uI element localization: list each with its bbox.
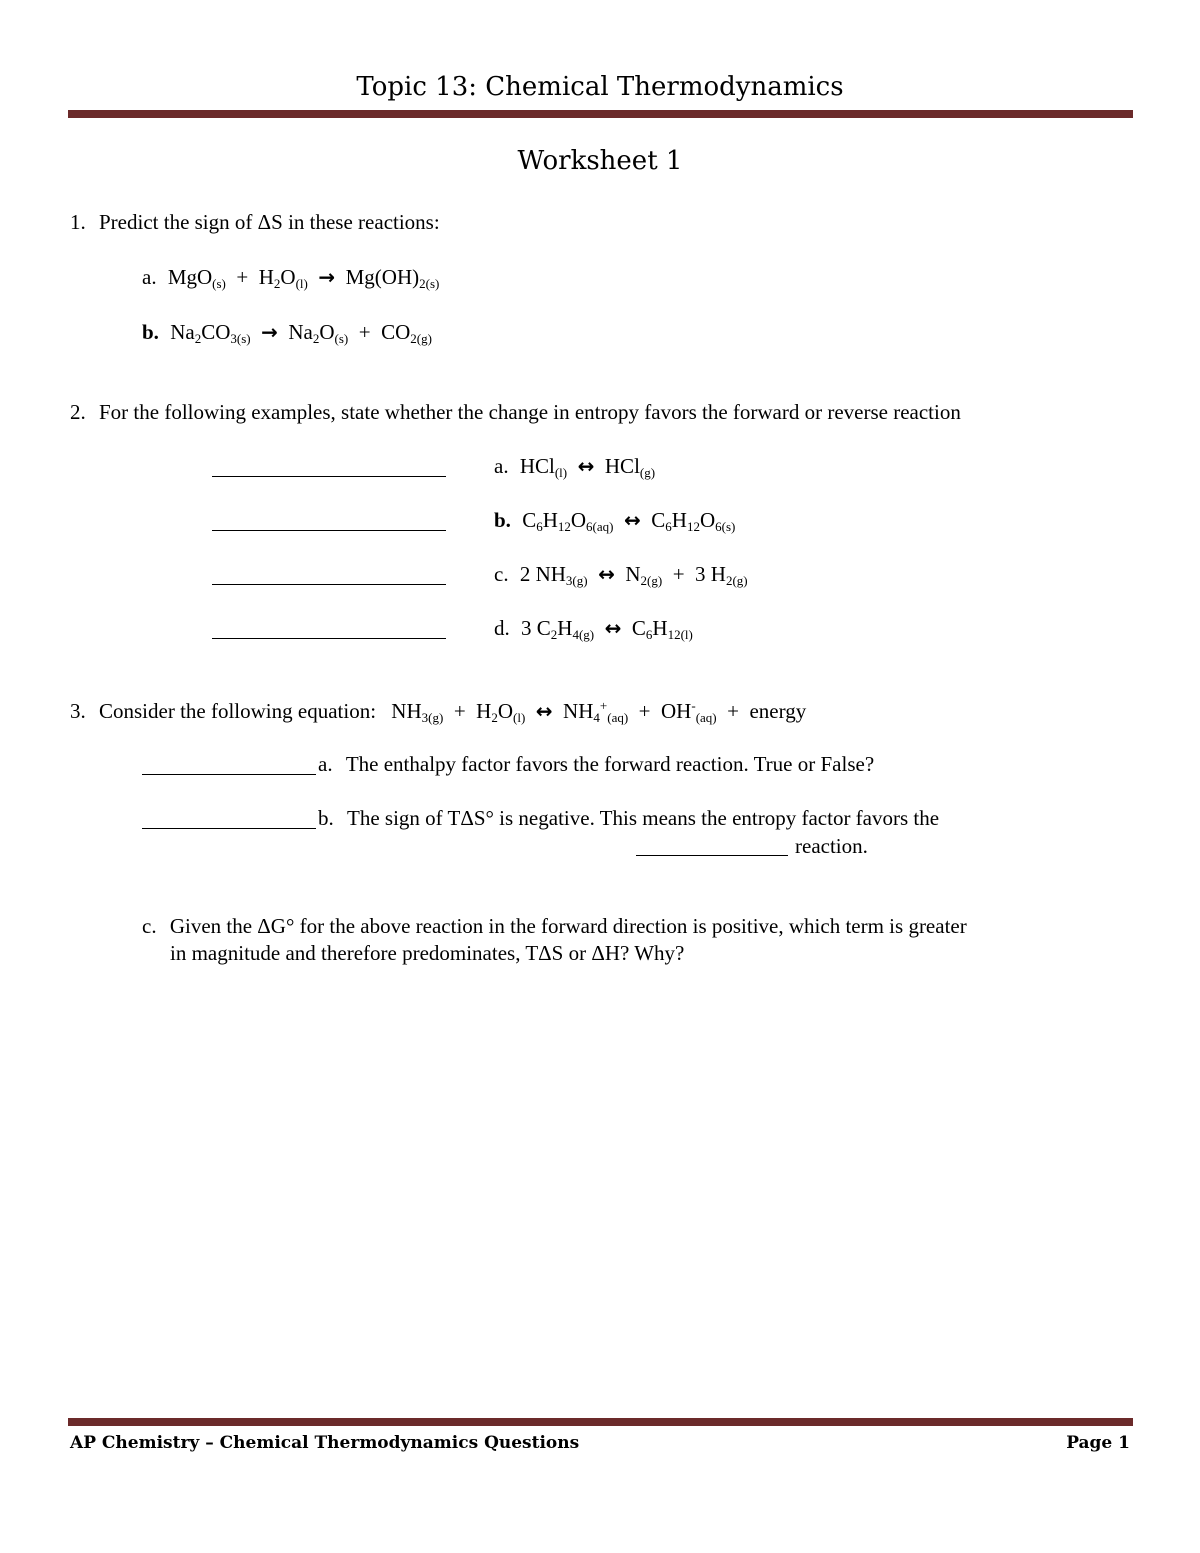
question-2-prompt: For the following examples, state whether the change in entropy favors the forward or reverse reaction — [99, 400, 961, 424]
question-2 — [70, 400, 961, 425]
q3-part-c — [142, 914, 967, 939]
q2-reaction-c: c. 2 $NH_{3(g)}$ ↔ $N_{2(g)} + 3$ $H_{2(g)}$ — [494, 562, 748, 588]
q2-reaction-d: d. 3 $C_2H_{4(g)}$ ↔ $C_6H_{12(l)}$ — [494, 616, 693, 642]
footer-page-number: Page 1 — [1066, 1433, 1130, 1453]
q2-answer-blank-d[interactable] — [212, 618, 446, 639]
worksheet-title: Worksheet 1 — [517, 146, 683, 176]
q2-answer-blank-c[interactable] — [212, 564, 446, 585]
question-3-number: 3. — [70, 699, 86, 723]
footer-course-title: AP Chemistry – Chemical Thermodynamics Questions — [70, 1433, 580, 1453]
equilibrium-arrow-icon: ↔ — [623, 508, 641, 532]
equilibrium-arrow-icon: ↔ — [577, 454, 595, 478]
q3-part-b — [318, 806, 939, 831]
equilibrium-arrow-icon: ↔ — [604, 616, 622, 640]
question-2-number: 2. — [70, 400, 86, 424]
q2-c-label: c. — [494, 562, 509, 586]
q1-reaction-b: b. $Na_2CO_{3(s)} \to Na_2O_{(s)} + CO_{2(g)}$ — [142, 320, 432, 346]
q2-answer-blank-a[interactable] — [212, 456, 446, 477]
question-1-prompt: Predict the sign of ΔS in these reactions: — [99, 210, 440, 234]
q3-b-text2: reaction. — [795, 834, 868, 858]
q2-reaction-b: b. $C_6H_{12}O_{6(aq)}$ ↔ $C_6H_{12}O_{6(s)}$ — [494, 508, 736, 534]
page-title: Topic 13: Chemical Thermodynamics — [356, 72, 844, 102]
q3-answer-blank-b2[interactable] — [636, 835, 788, 856]
right-arrow-icon: → — [261, 320, 278, 344]
q3-a-label: a. — [318, 752, 333, 776]
right-arrow-icon: → — [318, 265, 336, 289]
q3-c-line2: in magnitude and therefore predominates, TΔS or ΔH? Why? — [170, 941, 685, 965]
q2-answer-blank-b[interactable] — [212, 510, 446, 531]
q3-part-a — [318, 752, 874, 777]
q3-a-text: The enthalpy factor favors the forward reaction. True or False? — [345, 752, 875, 776]
equilibrium-arrow-icon: ↔ — [535, 699, 553, 723]
q1-b-label: b. — [142, 320, 159, 344]
q3-answer-blank-b[interactable] — [142, 808, 316, 829]
q3-b-text: The sign of TΔS° is negative. This means the entropy factor favors the — [347, 806, 940, 830]
q3-answer-blank-a[interactable] — [142, 754, 316, 775]
q1-reaction-a: a. $MgO_{(s)} + H_2O_{(l)} \to Mg(OH)_{2(s)}$ — [142, 265, 440, 291]
equilibrium-arrow-icon: ↔ — [598, 562, 615, 586]
q2-a-label: a. — [494, 454, 509, 478]
question-3-prompt: Consider the following equation: — [99, 699, 377, 723]
header-rule — [68, 110, 1133, 118]
question-1 — [70, 210, 440, 235]
q3-c-line1: Given the ΔG° for the above reaction in the forward direction is positive, which term is greater — [169, 914, 967, 938]
q3-c-label: c. — [142, 914, 157, 938]
q3-b-label: b. — [318, 806, 334, 830]
q1-a-label: a. — [142, 265, 157, 289]
q2-b-label: b. — [494, 508, 511, 532]
question-1-number: 1. — [70, 210, 86, 234]
q2-reaction-a: a. HCl$_{(l)}$ ↔ HCl$_{(g)}$ — [494, 454, 656, 480]
question-3: 3. Consider the following equation: $NH_{3(g)} + H_2O_{(l)}$ ↔ $NH_4^+_{(aq)} + OH^-_{(aq)}$ + energy — [70, 698, 807, 725]
q2-d-label: d. — [494, 616, 510, 640]
footer-rule — [68, 1418, 1133, 1426]
